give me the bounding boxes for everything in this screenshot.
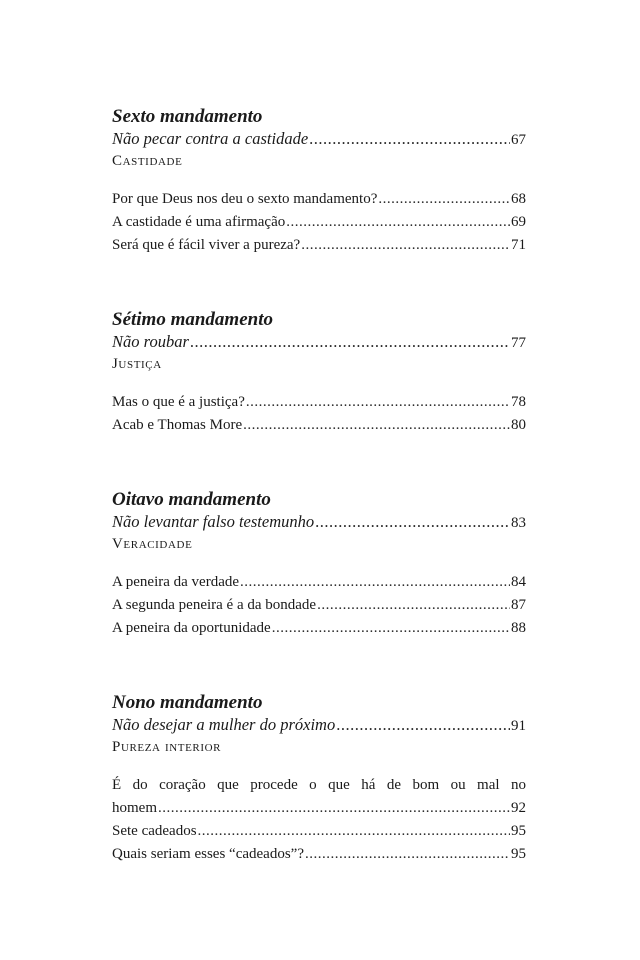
section-theme: Castidade (112, 153, 183, 169)
page-number: 87 (511, 597, 526, 613)
entry-title: Será que é fácil viver a pureza? (112, 237, 301, 253)
page-number: 69 (511, 214, 526, 230)
toc-entry[interactable] (112, 843, 526, 866)
entry-title: Não roubar (112, 332, 189, 351)
entry-title: Sete cadeados (112, 823, 197, 839)
toc-section (112, 692, 526, 866)
toc-main-entry[interactable] (112, 714, 526, 737)
dot-leader (158, 797, 510, 820)
entry-title-line2: homem (112, 800, 157, 816)
toc-entry[interactable] (112, 617, 526, 640)
page-number: 91 (511, 718, 526, 734)
dot-leader (272, 617, 510, 640)
entry-title: A castidade é uma afirmação (112, 214, 286, 230)
toc-entry-continuation (112, 797, 526, 820)
entry-title-line1: É do coração que procede o que há de bom ou mal no (112, 777, 526, 793)
entry-title: Não pecar contra a castidade (112, 129, 309, 148)
dot-leader (336, 714, 510, 736)
toc-main-entry[interactable] (112, 128, 526, 151)
section-theme: Pureza interior (112, 739, 222, 755)
page-number: 95 (511, 823, 526, 839)
page-number: 77 (511, 335, 526, 351)
page-number: 83 (511, 515, 526, 531)
toc-entry[interactable] (112, 820, 526, 843)
entry-title: Acab e Thomas More (112, 417, 243, 433)
dot-leader (286, 211, 510, 234)
section-theme: Justiça (112, 356, 162, 372)
toc-section (112, 489, 526, 640)
dot-leader (378, 188, 510, 211)
dot-leader (309, 128, 510, 150)
dot-leader (243, 414, 510, 437)
toc-entry[interactable] (112, 594, 526, 617)
page-number: 71 (511, 237, 526, 253)
entry-title: A peneira da verdade (112, 574, 240, 590)
entry-title: Quais seriam esses “cadeados”? (112, 846, 304, 862)
section-theme: Veracidade (112, 536, 193, 552)
page-number: 84 (511, 574, 526, 590)
toc-entry[interactable] (112, 188, 526, 211)
toc-main-entry[interactable] (112, 511, 526, 534)
dot-leader (198, 820, 510, 843)
entry-title: Não levantar falso testemunho (112, 512, 315, 531)
entry-title: Não desejar a mulher do próximo (112, 715, 336, 734)
page-number: 80 (511, 417, 526, 433)
dot-leader (240, 571, 510, 594)
section-title: Oitavo mandamento (112, 489, 271, 510)
toc-section (112, 106, 526, 257)
entry-title: Mas o que é a justiça? (112, 394, 245, 410)
page-number: 68 (511, 191, 526, 207)
page-number: 78 (511, 394, 526, 410)
toc-entry[interactable] (112, 391, 526, 414)
dot-leader (315, 511, 510, 533)
section-title: Sétimo mandamento (112, 309, 273, 330)
toc-main-entry[interactable] (112, 331, 526, 354)
entry-title: A segunda peneira é a da bondade (112, 597, 317, 613)
dot-leader (305, 843, 510, 866)
entry-title: Por que Deus nos deu o sexto mandamento? (112, 191, 378, 207)
toc-entry[interactable] (112, 571, 526, 594)
section-title: Nono mandamento (112, 692, 263, 713)
toc-entry[interactable] (112, 211, 526, 234)
section-title: Sexto mandamento (112, 106, 263, 127)
toc-entry[interactable] (112, 414, 526, 437)
toc-section (112, 309, 526, 437)
dot-leader (317, 594, 510, 617)
dot-leader (301, 234, 510, 257)
entry-title: A peneira da oportunidade (112, 620, 271, 636)
page-number: 92 (511, 800, 526, 816)
toc-entry[interactable] (112, 234, 526, 257)
page-number: 88 (511, 620, 526, 636)
dot-leader (190, 331, 510, 353)
page-number: 67 (511, 132, 526, 148)
table-of-contents (112, 106, 526, 918)
page-number: 95 (511, 846, 526, 862)
dot-leader (246, 391, 510, 414)
toc-entry-wrapped[interactable] (112, 774, 526, 820)
